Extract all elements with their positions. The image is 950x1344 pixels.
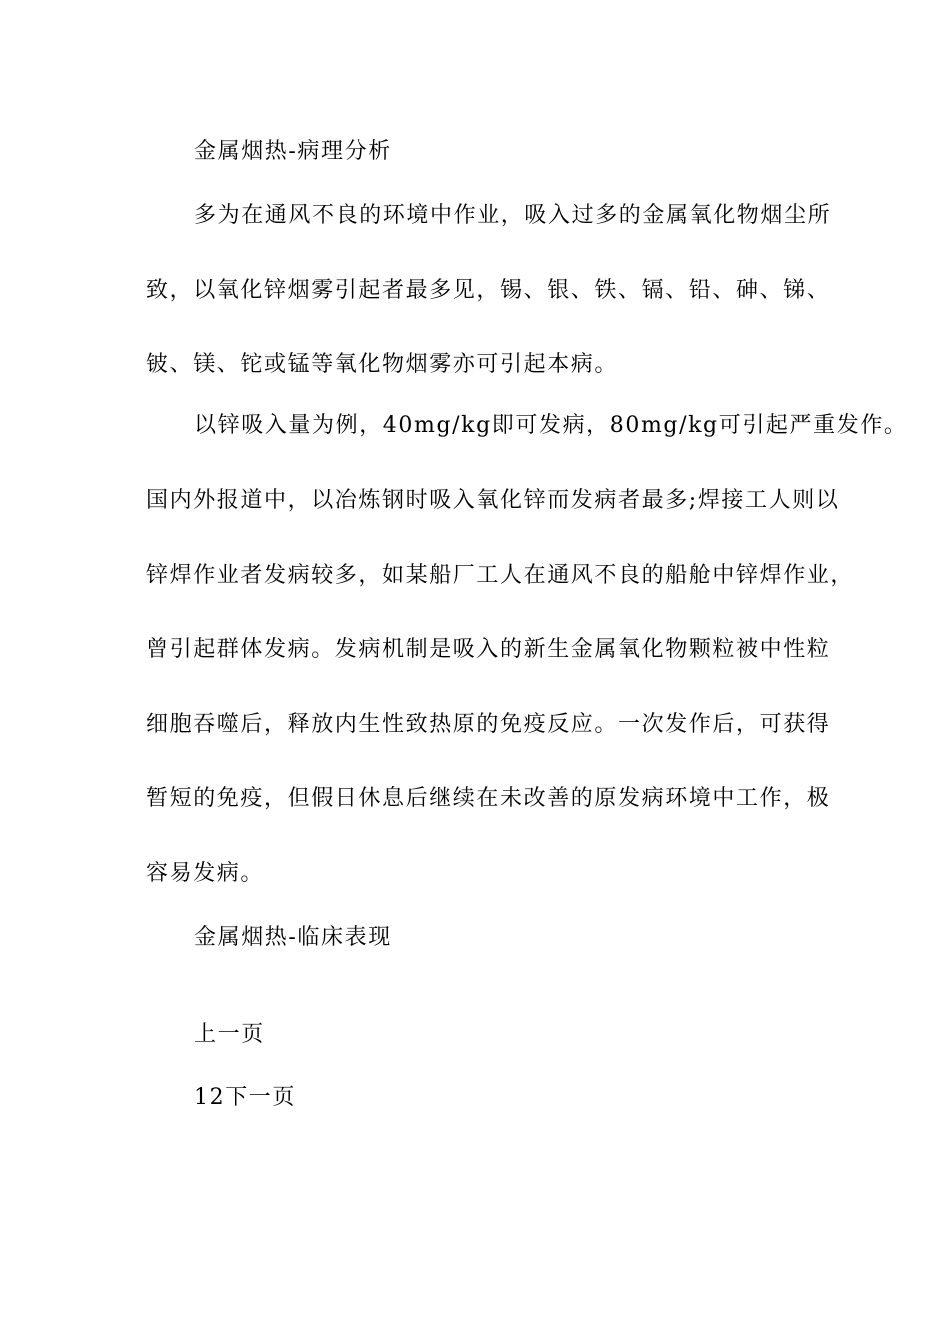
paragraph-line: 铍、镁、铊或锰等氧化物烟雾亦可引起本病。 (146, 352, 619, 377)
paragraph-line: 致，以氧化锌烟雾引起者最多见，锡、银、铁、镉、铅、砷、锑、 (146, 278, 831, 303)
section-heading-pathology: 金属烟热-病理分析 (194, 139, 392, 164)
paragraph-line: 容易发病。 (146, 861, 265, 886)
section-heading-clinical: 金属烟热-临床表现 (194, 925, 392, 950)
paragraph-line: 细胞吞噬后，释放内生性致热原的免疫反应。一次发作后，可获得 (146, 712, 831, 737)
paragraph-line: 锌焊作业者发病较多，如某船厂工人在通风不良的船舱中锌焊作业， (146, 563, 855, 588)
page-numbers-next-link[interactable]: 12下一页 (194, 1085, 296, 1110)
prev-page-link[interactable]: 上一页 (194, 1022, 265, 1047)
paragraph-line: 暂短的免疫，但假日休息后继续在未改善的原发病环境中工作，极 (146, 786, 831, 811)
paragraph-line: 曾引起群体发病。发病机制是吸入的新生金属氧化物颗粒被中性粒 (146, 637, 831, 662)
paragraph-line: 以锌吸入量为例，40mg/kg即可发病，80mg/kg可引起严重发作。 (194, 413, 908, 438)
paragraph-line: 多为在通风不良的环境中作业，吸入过多的金属氧化物烟尘所 (194, 203, 832, 228)
paragraph-line: 国内外报道中，以冶炼钢时吸入氧化锌而发病者最多;焊接工人则以 (146, 488, 840, 513)
